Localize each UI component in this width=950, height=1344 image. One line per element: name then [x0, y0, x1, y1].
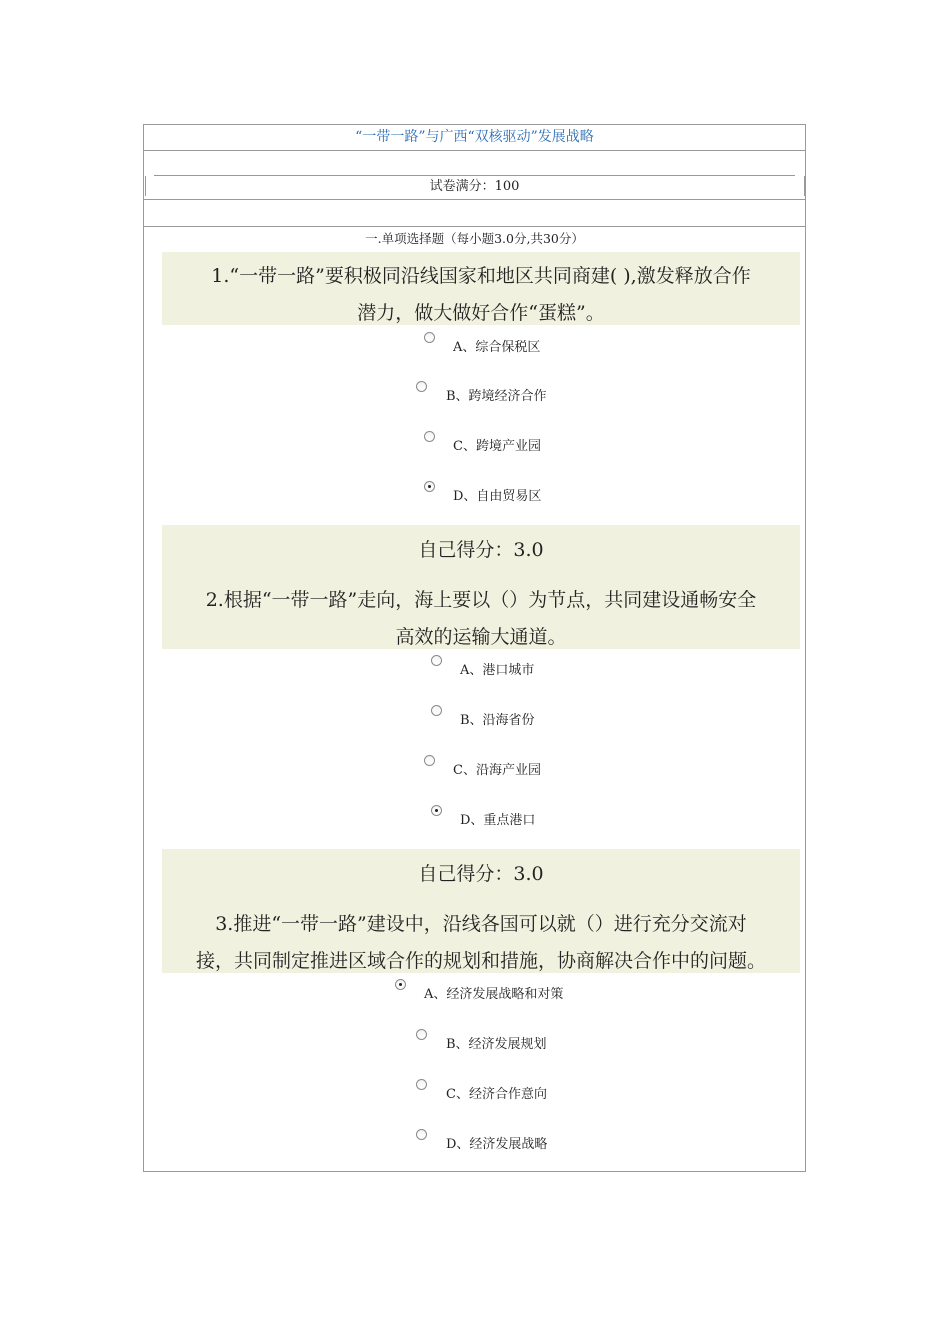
- option-label: C、经济合作意向: [446, 1087, 547, 1102]
- option-radio[interactable]: [416, 381, 427, 392]
- option-label: C、沿海产业园: [453, 763, 541, 778]
- question-1-text: [162, 258, 800, 332]
- option-label: D、自由贸易区: [453, 489, 542, 504]
- option-label: D、重点港口: [460, 813, 536, 828]
- full-score: 试卷满分：100: [429, 179, 520, 194]
- question-line: 2.根据“一带一路”走向，海上要以（）为节点，共同建设通畅安全: [205, 589, 757, 611]
- option-label: B、经济发展规划: [446, 1037, 547, 1052]
- option-label: A、综合保税区: [453, 340, 541, 355]
- question-line: 潜力，做大做好合作“蛋糕”。: [357, 302, 605, 324]
- option-label: B、沿海省份: [460, 713, 535, 728]
- question-line: 1.“一带一路”要积极同沿线国家和地区共同商建( ),激发释放合作: [211, 265, 751, 287]
- divider: [144, 226, 805, 227]
- option-radio[interactable]: [424, 332, 435, 343]
- question-line: 3.推进“一带一路”建设中，沿线各国可以就（）进行充分交流对: [215, 913, 747, 935]
- option-radio[interactable]: [416, 1029, 427, 1040]
- divider: [144, 199, 805, 200]
- option-label: A、港口城市: [460, 663, 535, 678]
- exam-title: “一带一路”与广西“双核驱动”发展战略: [355, 129, 594, 145]
- section-title: 一.单项选择题（每小题3.0分,共30分）: [365, 231, 584, 246]
- option-radio[interactable]: [424, 431, 435, 442]
- option-label: D、经济发展战略: [446, 1137, 548, 1152]
- option-radio[interactable]: [424, 755, 435, 766]
- question-line: 高效的运输大通道。: [395, 626, 567, 648]
- option-radio[interactable]: [431, 655, 442, 666]
- option-radio[interactable]: [416, 1129, 427, 1140]
- divider: [154, 175, 795, 176]
- score-text: 自己得分：3.0: [418, 863, 544, 885]
- question-line: 接，共同制定推进区域合作的规划和措施，协商解决合作中的问题。: [195, 950, 766, 972]
- option-label: C、跨境产业园: [453, 439, 541, 454]
- divider: [144, 150, 805, 151]
- question-3-text: [162, 906, 800, 980]
- option-label: B、跨境经济合作: [446, 389, 547, 404]
- score-text: 自己得分：3.0: [418, 539, 544, 561]
- option-radio-selected[interactable]: [395, 979, 406, 990]
- option-label: A、经济发展战略和对策: [424, 987, 564, 1002]
- option-radio-selected[interactable]: [424, 481, 435, 492]
- option-radio[interactable]: [416, 1079, 427, 1090]
- question-2-text: [162, 582, 800, 656]
- option-radio-selected[interactable]: [431, 805, 442, 816]
- option-radio[interactable]: [431, 705, 442, 716]
